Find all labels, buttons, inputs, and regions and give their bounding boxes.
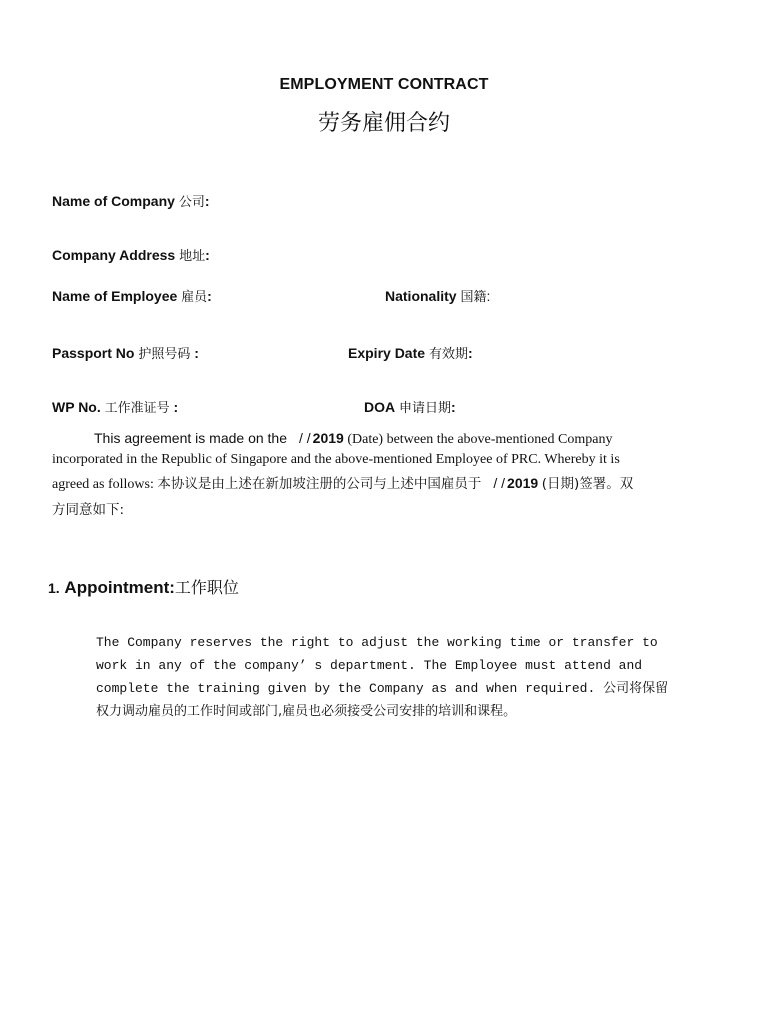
field-label-chinese: 申请日期 [399,401,452,416]
paragraph-line-3: complete the training given by the Company as and when required. 公司将保留 [96,681,669,696]
field-label: Name of Company [52,193,175,209]
document-title-chinese: 劳务雇佣合约 [317,111,450,136]
agreement-line-3: agreed as follows: 本协议是由上述在新加坡注册的公司与上述中国雇员于 / / 2019 (日期)签署。双 [52,475,634,492]
paragraph-line-1: The Company reserves the right to adjust the working time or transfer to [96,635,658,650]
field-colon: : [467,345,473,361]
field-label: Nationality [385,288,457,304]
field-nationality [385,286,490,305]
document-title: EMPLOYMENT CONTRACT [279,76,489,93]
field-label: Name of Employee [52,288,178,304]
agreement-line-2: incorporated in the Republic of Singapore and the above-mentioned Employee of PRC. Whereby it is [52,452,620,467]
agreement-paragraph [52,428,702,524]
paragraph-line-2: work in any of the company’ s department. The Employee must attend and [96,658,643,673]
field-colon: : [451,399,456,415]
field-label-chinese: 地址 [179,249,206,264]
field-colon: : [207,288,212,304]
agreement-year: 2019 [312,430,344,446]
section-number: 1. [48,580,60,596]
field-passport-no [52,343,199,362]
section-title-chinese: 工作职位 [174,578,239,597]
field-label-chinese: 工作准证号 [104,401,170,416]
field-employee-name [52,286,212,305]
field-label-chinese: 国籍 [460,290,487,305]
field-colon: : [169,399,179,415]
field-label: DOA [364,399,396,415]
field-wp-no [52,397,178,416]
field-label-chinese: 雇员 [181,290,208,305]
field-label: Expiry Date [348,345,426,361]
section-title: Appointment: [64,578,175,597]
agreement-year: 2019 [507,475,539,491]
field-expiry-date [348,343,473,362]
agreement-line-4: 方同意如下: [52,502,125,518]
field-label-chinese: 护照号码 [138,347,191,362]
field-colon: : [190,345,199,361]
section-1-paragraph [96,631,696,723]
field-label-chinese: 有效期 [428,347,468,362]
field-label: Company Address [52,247,176,263]
field-company-address [52,245,210,264]
field-colon: : [204,193,210,209]
paragraph-line-4: 权力调动雇员的工作时间或部门,雇员也必须接受公司安排的培训和课程。 [96,704,517,719]
field-label-chinese: 公司 [178,195,205,210]
field-colon: : [486,288,491,304]
field-company-name [52,191,210,210]
field-doa [364,397,456,416]
section-1-heading [48,575,239,598]
field-label: WP No. [52,399,101,415]
field-colon: : [205,247,210,263]
field-label: Passport No [52,345,135,361]
agreement-line-1: This agreement is made on the / / 2019 (Date) between the above-mentioned Company [94,430,613,447]
